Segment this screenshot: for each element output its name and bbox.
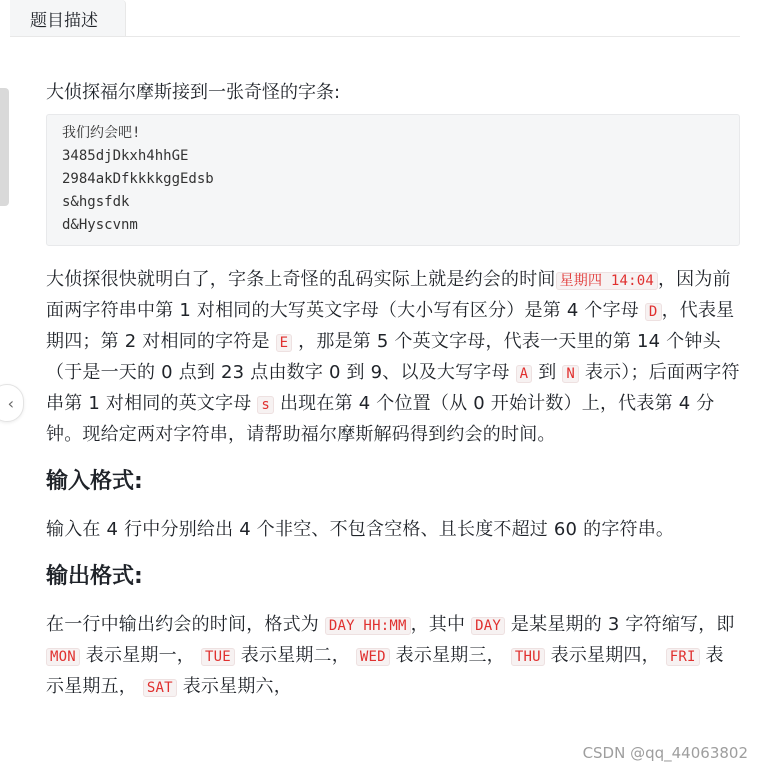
out-text: 是某星期的 3 字符缩写，即: [505, 614, 735, 635]
inline-code: DAY: [471, 617, 505, 635]
chevron-left-icon: ‹: [7, 393, 14, 413]
out-text: 表示星期二，: [234, 645, 356, 666]
csdn-watermark: CSDN @qq_44063802: [582, 744, 748, 762]
code-line: 3485djDkxh4hhGE: [62, 148, 189, 164]
inline-code: 星期四 14:04: [556, 272, 658, 290]
desc-text: 到: [532, 362, 563, 383]
code-line: 2984akDfkkkkggEdsb: [62, 171, 214, 187]
inline-code: TUE: [201, 648, 235, 666]
desc-text: ，因为前面两字符串中第 1 对相同的大写英文字母（大小写有区分）是第 4 个字母: [46, 269, 731, 321]
out-text: 表示星期一，: [79, 645, 201, 666]
inline-code: DAY HH:MM: [325, 617, 411, 635]
inline-code: FRI: [666, 648, 700, 666]
out-text: 表示星期三，: [389, 645, 511, 666]
scrollbar-thumb[interactable]: [0, 88, 9, 206]
desc-text: ，那是第 5 个英文字母，代表一天里的第 14 个钟头（于是一天的 0 点到 23 点由数字 0 到 9、以及大写字母: [46, 331, 721, 383]
out-text: 在一行中输出约会的时间，格式为: [46, 614, 325, 635]
inline-code: N: [562, 365, 579, 383]
intro-text: 大侦探福尔摩斯接到一张奇怪的字条:: [46, 82, 341, 103]
inline-code: D: [645, 303, 662, 321]
inline-code: WED: [356, 648, 390, 666]
description-paragraph: [46, 265, 740, 450]
inline-code: THU: [511, 648, 545, 666]
desc-text: 大侦探很快就明白了，字条上奇怪的乱码实际上就是约会的时间: [46, 269, 556, 290]
tab-bar: [0, 0, 740, 37]
tab-label: 题目描述: [30, 10, 98, 31]
collapse-panel-button[interactable]: [0, 384, 24, 422]
desc-text: 表示）；后面两字符串第 1 对相同的英文字母: [46, 362, 740, 414]
inline-code: SAT: [143, 679, 177, 697]
out-text: ，其中: [410, 614, 472, 635]
out-text: 表示星期六，: [176, 676, 292, 697]
out-text: 表示星期四，: [544, 645, 666, 666]
tab-problem-description[interactable]: [10, 0, 126, 36]
out-text: 表示星期五，: [46, 645, 724, 697]
input-format-text: 输入在 4 行中分别给出 4 个非空、不包含空格、且长度不超过 60 的字符串。: [46, 519, 675, 540]
inline-code: MON: [46, 648, 80, 666]
problem-content: [46, 80, 740, 720]
desc-text: 出现在第 4 个位置（从 0 开始计数）上，代表第 4 分钟。现给定两对字符串，请帮助福尔摩斯解码得到约会的时间。: [46, 393, 715, 445]
sample-code-block: [46, 114, 740, 246]
code-line: s&hgsfdk: [62, 194, 130, 210]
output-format-heading: 输出格式:: [46, 564, 143, 589]
inline-code: s: [257, 396, 274, 414]
code-line: 我们约会吧!: [62, 125, 141, 141]
inline-code: A: [516, 365, 533, 383]
input-format-heading: 输入格式:: [46, 469, 143, 494]
code-line: d&Hyscvnm: [62, 217, 138, 233]
output-format-text: [46, 610, 740, 703]
desc-text: ，代表星期四；第 2 对相同的字符是: [46, 300, 735, 352]
inline-code: E: [276, 334, 293, 352]
